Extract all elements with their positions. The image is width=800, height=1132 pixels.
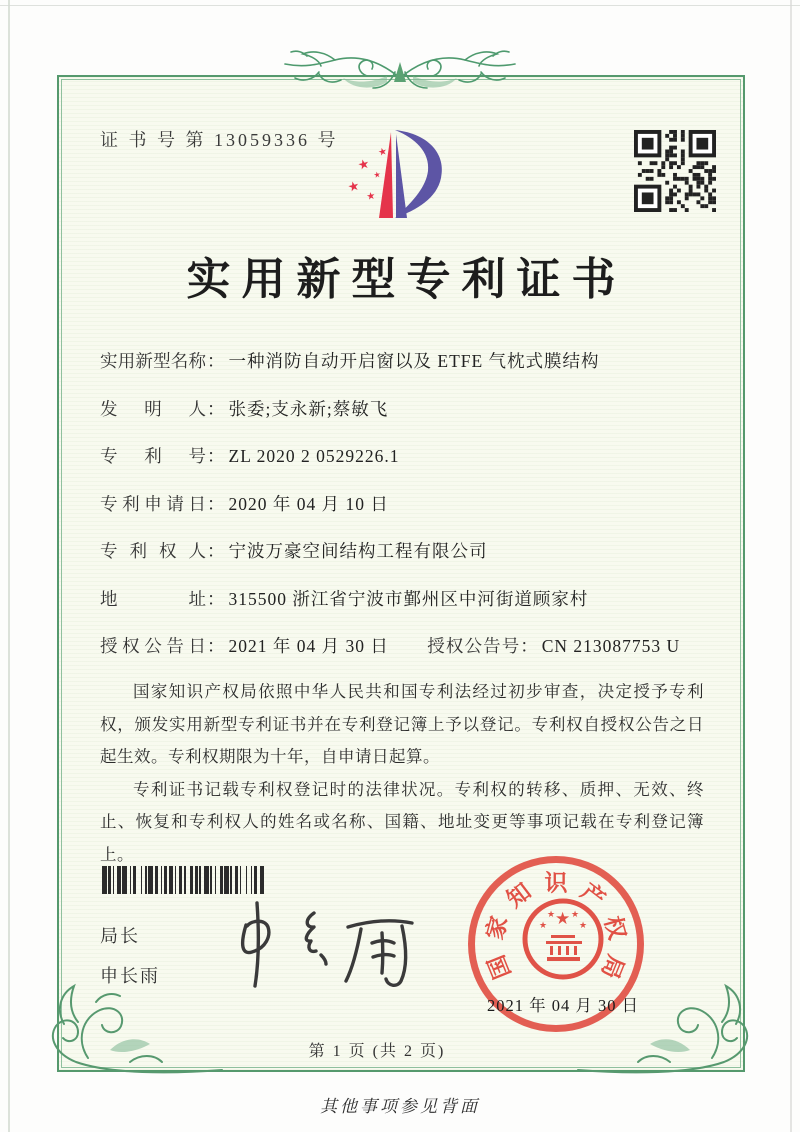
- page-number: 第 1 页 (共 2 页): [308, 1043, 446, 1060]
- field-colon: ：: [207, 588, 225, 609]
- cnipa-logo: [343, 126, 457, 226]
- field-value: 2020 年 04 月 10 日: [228, 493, 389, 514]
- field-colon: ：: [207, 636, 225, 656]
- field-label: 专利权人: [100, 541, 206, 561]
- field-colon: ：: [520, 636, 538, 656]
- back-side-note: 其他事项参见背面: [320, 1097, 480, 1116]
- seal-ring-character: 知: [502, 878, 536, 913]
- field-value: 一种消防自动开启窗以及 ETFE 气枕式膜结构: [228, 351, 600, 371]
- field-grant-date: [100, 636, 389, 656]
- qr-code: [634, 130, 716, 212]
- signatory-name: 申长雨: [100, 966, 160, 986]
- field-filing-date: [100, 491, 710, 539]
- field-utility-model-name: [100, 348, 710, 396]
- scan-edge-artifact: [0, 5, 800, 6]
- field-label: 授权公告日: [100, 636, 206, 656]
- field-address: [100, 586, 710, 634]
- legal-text: [100, 676, 704, 871]
- svg-text:★: ★: [372, 169, 382, 180]
- seal-ring-character: 产: [576, 878, 610, 913]
- scan-edge-artifact: [8, 0, 10, 1132]
- field-label: 发明人: [100, 398, 206, 419]
- field-label: 专利号: [100, 446, 206, 466]
- svg-text:★: ★: [346, 178, 362, 196]
- svg-text:★: ★: [571, 910, 580, 920]
- field-value: 宁波万豪空间结构工程有限公司: [228, 541, 488, 561]
- svg-text:★: ★: [356, 156, 372, 174]
- certificate-title: 实用新型专利证书: [186, 255, 627, 304]
- field-patentee: [100, 538, 710, 586]
- logo-red-spire: [379, 132, 393, 218]
- svg-text:★: ★: [579, 921, 588, 931]
- field-colon: ：: [207, 351, 225, 371]
- signatory-title: 局长: [100, 926, 140, 946]
- dragon-ornament: [283, 42, 517, 108]
- legal-paragraph-1: 国家知识产权局依照中华人民共和国专利法经过初步审查，决定授予专利权，颁发实用新型专利证书并在专利登记簿上予以登记。专利权自授权公告之日起生效。专利权期限为十年，自申请日起算。: [100, 682, 704, 766]
- seal-ring-character: 国: [483, 951, 516, 983]
- svg-text:★: ★: [377, 146, 389, 159]
- scan-edge-artifact: [790, 0, 792, 1132]
- seal-date: 2021 年 04 月 30 日: [487, 996, 640, 1015]
- svg-text:★: ★: [365, 190, 377, 203]
- seal-ring-character: 局: [596, 951, 629, 983]
- certificate-number: 证 书 号 第 13059336 号: [100, 130, 339, 150]
- field-label: 实用新型名称: [100, 351, 206, 371]
- logo-purple-spire: [396, 134, 407, 218]
- svg-text:★: ★: [539, 921, 548, 931]
- field-colon: ：: [207, 493, 225, 514]
- field-colon: ：: [207, 398, 225, 419]
- field-value: 2021 年 04 月 30 日: [228, 636, 389, 656]
- svg-text:★: ★: [547, 910, 556, 920]
- field-grant-number: [427, 636, 680, 656]
- legal-paragraph-2: 专利证书记载专利权登记时的法律状况。专利权的转移、质押、无效、终止、恢复和专利权人的姓名或名称、国籍、地址变更等事项记载在专利登记簿上。: [100, 779, 704, 864]
- barcode: [102, 866, 312, 894]
- field-value: ZL 2020 2 0529226.1: [228, 446, 400, 466]
- field-patent-number: [100, 443, 710, 491]
- field-colon: ：: [207, 446, 225, 466]
- signatory-block: [100, 922, 160, 1002]
- field-grant-row: [100, 633, 710, 681]
- seal-ring-character: 权: [599, 913, 630, 943]
- svg-text:★: ★: [555, 909, 571, 929]
- field-inventors: [100, 396, 710, 444]
- logo-stars: [346, 146, 388, 203]
- field-value: 315500 浙江省宁波市鄞州区中河街道顾家村: [228, 588, 589, 609]
- field-colon: ：: [207, 541, 225, 561]
- field-value: 张委;支永新;蔡敏飞: [228, 398, 389, 419]
- field-label: 授权公告号: [427, 636, 520, 656]
- field-list: [100, 348, 710, 681]
- field-value: CN 213087753 U: [541, 636, 681, 656]
- field-label: 地址: [100, 588, 206, 609]
- field-label: 专利申请日: [100, 493, 206, 514]
- director-signature: [222, 893, 422, 993]
- seal-ring-character: 家: [482, 913, 513, 943]
- seal-ring-character: 识: [544, 870, 568, 896]
